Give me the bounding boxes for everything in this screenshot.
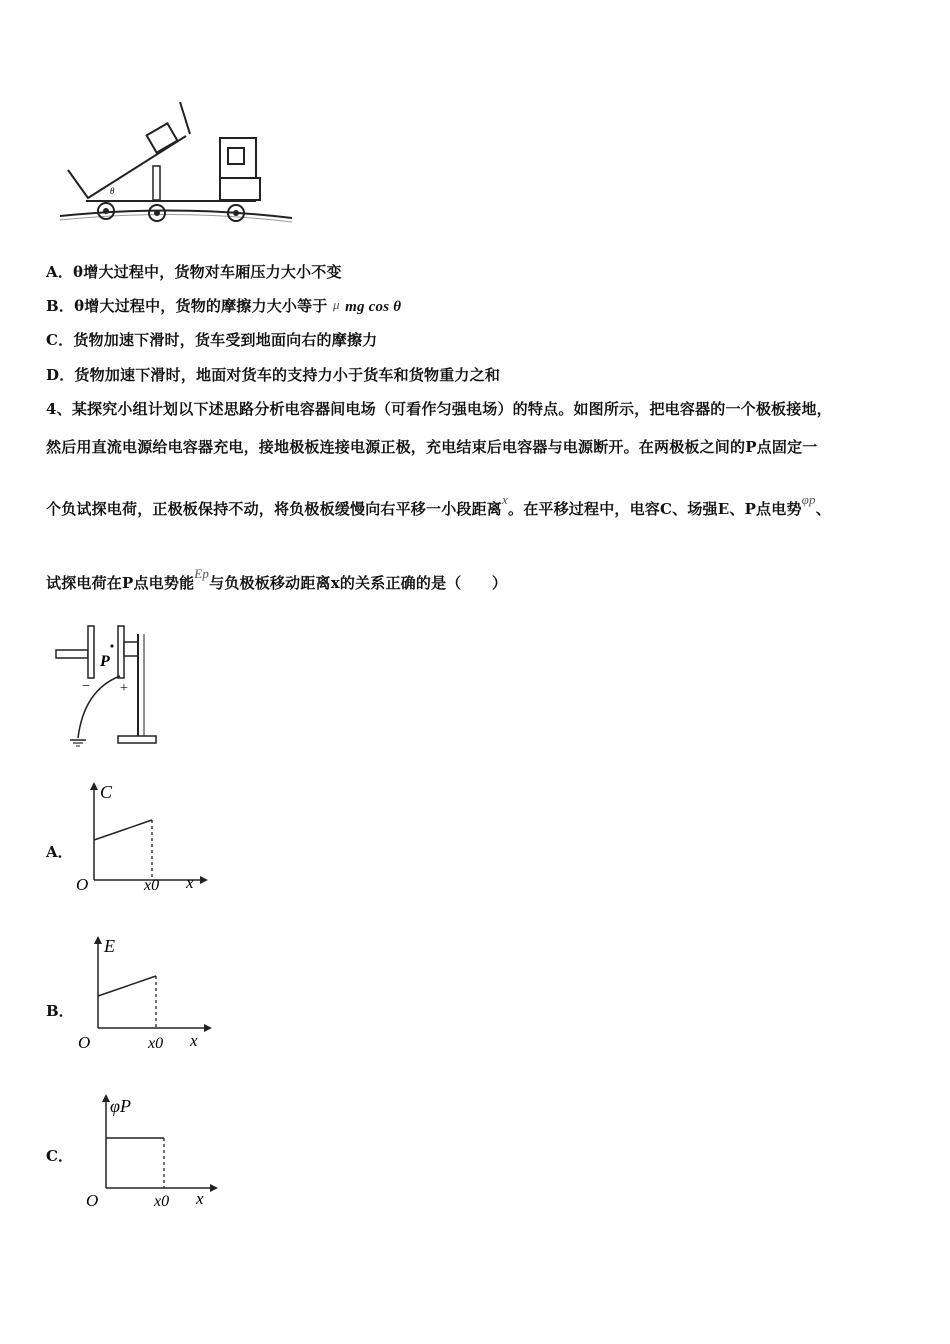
graph-option-a-label: A． — [46, 843, 73, 861]
theta-label: θ — [110, 186, 115, 196]
point-p-label: P — [100, 653, 110, 670]
x-axis-label: x — [186, 873, 194, 892]
x0-label: x0 — [148, 1035, 164, 1052]
graph-option-c-label: C． — [46, 1147, 73, 1165]
minus-sign: − — [82, 679, 90, 694]
question4-line1: 4、某探究小组计划以下述思路分析电容器间电场（可看作匀强电场）的特点。如图所示，把电容器的一个极板接地， — [46, 400, 832, 418]
option-d: D．货物加速下滑时，地面对货车的支持力小于货车和货物重力之和 — [46, 366, 501, 384]
option-c: C．货物加速下滑时，货车受到地面向右的摩擦力 — [46, 331, 378, 349]
capacitor-apparatus-figure — [54, 620, 166, 748]
option-a: A．θ增大过程中，货物对车厢压力大小不变 — [46, 263, 342, 281]
graph-option-b — [74, 934, 214, 1056]
question4-line3: 个负试探电荷，正极板保持不动，将负极板缓慢向右平移一小段距离x。在平移过程中，电容C、场强E、P点电势φp、 — [46, 492, 831, 518]
graph-option-c — [84, 1090, 224, 1214]
x-axis-label: x — [190, 1031, 198, 1050]
x0-label: x0 — [154, 1193, 170, 1210]
graph-option-b-label: B． — [46, 1002, 74, 1020]
origin-label: O — [86, 1191, 99, 1210]
question4-line4: 试探电荷在P点电势能Ep与负极板移动距离x的关系正确的是（ ） — [46, 566, 508, 592]
y-axis-label: E — [104, 936, 115, 956]
option-b: B．θ增大过程中，货物的摩擦力大小等于 μ mg cos θ — [46, 297, 402, 315]
question4-line2: 然后用直流电源给电容器充电，接地极板连接电源正极，充电结束后电容器与电源断开。在两极板之间的P点固定一 — [46, 438, 818, 456]
origin-label: O — [78, 1033, 91, 1052]
dump-truck-figure — [56, 98, 296, 230]
plus-sign: + — [120, 681, 128, 696]
origin-label: O — [76, 875, 89, 894]
y-axis-label: φP — [110, 1096, 131, 1116]
x-axis-label: x — [196, 1189, 204, 1208]
y-axis-label: C — [100, 782, 113, 802]
x0-label: x0 — [144, 877, 160, 894]
graph-option-a — [72, 778, 212, 898]
